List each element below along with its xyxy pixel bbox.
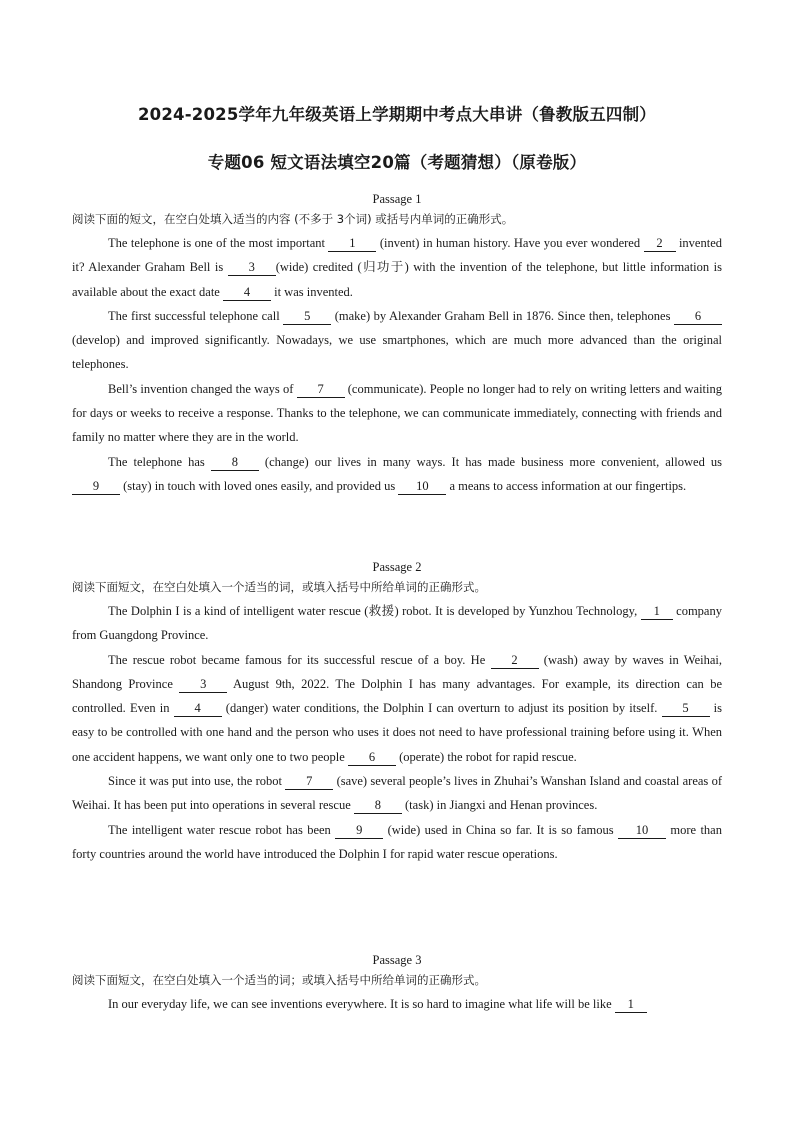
passage-instruction: 阅读下面短文，在空白处填入一个适当的词；或填入括号中所给单词的正确形式。 [72,973,486,987]
answer-blank-10[interactable]: 10 [618,823,666,839]
passage-text: company from Guangdong Province. [72,604,722,643]
answer-blank-10[interactable]: 10 [398,479,446,495]
answer-blank-8[interactable]: 8 [211,455,259,471]
passage-text: The rescue robot became famous for its successful rescue of a boy. He [108,652,491,667]
passage-text: (wide) credited (归功于) with the invention of the telephone, but little information is available about the exact date [72,260,722,299]
passage-title: Passage 3 [372,953,422,967]
answer-blank-5[interactable]: 5 [283,309,331,325]
paragraph [72,304,722,377]
passage-text: (wide) used in China so far. It is so famous [383,822,618,837]
answer-blank-1[interactable]: 1 [641,604,673,620]
answer-blank-7[interactable]: 7 [297,382,345,398]
passage-text: The Dolphin I is a kind of intelligent water rescue (救援) robot. It is developed by Yunzhou Technology, [108,604,641,618]
passage-title: Passage 2 [372,560,422,574]
answer-blank-7[interactable]: 7 [285,774,333,790]
passage-text: Bell’s invention changed the ways of [108,381,297,396]
passage-text: (operate) the robot for rapid rescue. [395,749,577,764]
passage-2 [72,557,722,866]
answer-blank-1[interactable]: 1 [328,236,376,252]
passage-body [72,231,722,498]
answer-blank-6[interactable]: 6 [348,750,396,766]
passage-text: (wash) away by waves in Weihai, Shandong Province [72,652,723,691]
answer-blank-2[interactable]: 2 [491,653,539,669]
passage-title: Passage 1 [372,192,422,206]
paragraph [72,769,722,818]
passage-text: (invent) in human history. Have you ever wondered [376,236,644,250]
passage-text: (develop) and improved significantly. Nowadays, we use smartphones, which are much more advanced than the original telephones. [72,333,722,372]
paragraph [72,450,722,499]
paragraph [72,377,722,450]
answer-blank-6[interactable]: 6 [674,309,722,325]
answer-blank-3[interactable]: 3 [228,260,276,276]
passage-text: more than forty countries around the world have introduced the Dolphin I for rapid water rescue operations. [72,822,722,861]
passage-text: The telephone has [108,454,211,469]
passage-text: is easy to be controlled with one hand and the person who uses it does not need to have professional training before using it. When one accident happens, we want only one to two people [72,701,722,764]
passage-text: The first successful telephone call [108,308,284,323]
answer-blank-1[interactable]: 1 [615,997,647,1013]
passage-instruction: 阅读下面的短文，在空白处填入适当的内容 (不多于 3个词) 或括号内单词的正确形式。 [72,212,514,226]
passage-instruction: 阅读下面短文，在空白处填入一个适当的词，或填入括号中所给单词的正确形式。 [72,580,486,594]
passage-text: (change) our lives in many ways. It has made business more convenient, allowed us [258,454,722,469]
paragraph [72,818,722,867]
passage-text: In our everyday life, we can see inventions everywhere. It is so hard to imagine what life will be like [108,997,615,1011]
answer-blank-9[interactable]: 9 [335,823,383,839]
answer-blank-4[interactable]: 4 [223,285,271,301]
passage-text: (make) by Alexander Graham Bell in 1876. Since then, telephones [331,308,674,323]
passage-text: The intelligent water rescue robot has been [108,822,336,837]
passage-text: Since it was put into use, the robot [108,774,286,789]
paragraph [72,231,722,304]
passage-text: (communicate). People no longer had to rely on writing letters and waiting for days or weeks to receive a response. Thanks to the telephone, we can communicate immediately, connecting with friends and family no matter where they are in the world. [72,381,723,445]
document-title: 2024-2025学年九年级英语上学期期中考点大串讲（鲁教版五四制） [138,105,656,124]
document-subtitle: 专题06 短文语法填空20篇（考题猜想）（原卷版） [207,153,587,172]
answer-blank-4[interactable]: 4 [174,701,222,717]
passage-text: (stay) in touch with loved ones easily, and provided us [120,478,399,493]
answer-blank-2[interactable]: 2 [644,236,676,252]
answer-blank-8[interactable]: 8 [354,798,402,814]
passage-text: it was invented. [270,284,353,299]
passage-1 [72,189,722,498]
passage-text: The telephone is one of the most important [108,236,329,250]
passage-text: invented it? Alexander Graham Bell is [72,236,722,275]
answer-blank-3[interactable]: 3 [179,677,227,693]
paragraph [72,599,722,648]
paragraph [72,992,722,1016]
passage-3 [72,950,722,1016]
passage-text: (danger) water conditions, the Dolphin I can overturn to adjust its position by itself. [221,701,662,716]
passage-text: (save) several people’s lives in Zhuhai’s Wanshan Island and coastal areas of Weihai. It has been put into operations in several rescue [72,774,722,813]
passage-text: a means to access information at our fingertips. [446,478,687,493]
passage-text: (task) in Jiangxi and Henan provinces. [401,798,598,813]
passage-text: August 9th, 2022. The Dolphin I has many advantages. For example, its direction can be controlled. Even in [72,676,722,716]
paragraph [72,648,722,769]
passage-body [72,599,722,866]
answer-blank-5[interactable]: 5 [662,701,710,717]
answer-blank-9[interactable]: 9 [72,479,120,495]
passage-body [72,992,722,1016]
